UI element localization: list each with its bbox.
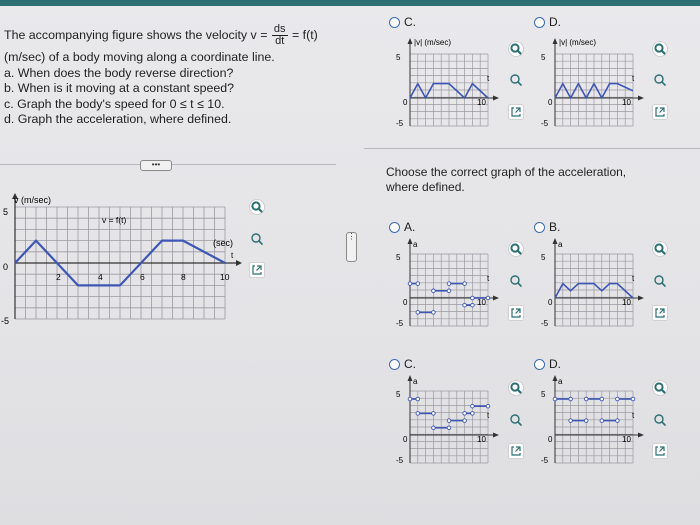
ytick-0: 0 xyxy=(403,435,408,444)
open-external-icon[interactable] xyxy=(652,305,668,321)
zoom-in-icon-glyph xyxy=(652,241,668,257)
zoom-out-icon-glyph xyxy=(508,72,524,88)
xtick-10: 10 xyxy=(477,298,486,307)
zoom-in-icon[interactable] xyxy=(652,380,668,396)
question-text xyxy=(4,24,334,128)
option-letter: D. xyxy=(549,15,561,29)
open-external-icon-glyph xyxy=(652,305,668,321)
ytick-5: 5 xyxy=(396,253,401,262)
question-intro: The accompanying figure shows the velocity v = xyxy=(4,27,268,42)
question-function: = f(t) xyxy=(291,27,318,42)
right-divider xyxy=(364,148,700,149)
accel-option-b[interactable] xyxy=(534,220,560,234)
zoom-in-icon[interactable] xyxy=(508,380,524,396)
question-line-1 xyxy=(4,24,334,47)
ytick-5: 5 xyxy=(396,390,401,399)
accel-option-c[interactable] xyxy=(389,357,416,371)
ytick-0: 0 xyxy=(3,262,9,272)
speed-graph-d xyxy=(541,36,646,128)
ytick-neg5: -5 xyxy=(396,319,404,328)
xtick-2: 2 xyxy=(56,272,61,282)
t-label: t xyxy=(632,411,635,420)
zoom-in-icon[interactable] xyxy=(508,41,524,57)
question-line-2: (m/sec) of a body moving along a coordinate line. xyxy=(4,50,275,64)
t-label: t xyxy=(231,251,234,260)
fraction-numerator: ds xyxy=(273,23,286,35)
ytick-5: 5 xyxy=(396,53,401,62)
zoom-out-icon[interactable] xyxy=(249,231,265,247)
open-endpoint xyxy=(471,412,475,416)
radio-button[interactable] xyxy=(389,359,400,370)
open-external-icon-glyph xyxy=(508,305,524,321)
open-endpoint xyxy=(600,397,604,401)
radio-button[interactable] xyxy=(534,222,545,233)
zoom-out-icon[interactable] xyxy=(652,72,668,88)
xtick-6: 6 xyxy=(140,272,145,282)
question-item-a: a. When does the body reverse direction? xyxy=(4,65,234,80)
zoom-out-icon-glyph xyxy=(652,72,668,88)
option-letter: A. xyxy=(404,220,416,234)
accel-axis-label: a xyxy=(558,240,563,249)
open-external-icon[interactable] xyxy=(508,305,524,321)
curve-label: v = f(t) xyxy=(102,215,127,225)
derivative-fraction xyxy=(272,24,288,47)
zoom-in-icon[interactable] xyxy=(652,241,668,257)
open-endpoint xyxy=(471,296,475,300)
open-endpoint xyxy=(408,397,412,401)
open-external-icon[interactable] xyxy=(652,443,668,459)
open-endpoint xyxy=(471,404,475,408)
zoom-in-icon-glyph xyxy=(652,380,668,396)
accel-option-d[interactable] xyxy=(534,357,561,371)
zoom-out-icon[interactable] xyxy=(508,72,524,88)
open-endpoint xyxy=(569,419,573,423)
zoom-in-icon[interactable] xyxy=(249,199,265,215)
t-label: t xyxy=(487,274,490,283)
open-endpoint xyxy=(631,397,635,401)
speed-axis-label: |v| (m/sec) xyxy=(559,38,597,47)
t-label: t xyxy=(487,74,490,83)
fraction-denominator: dt xyxy=(275,35,285,47)
zoom-in-icon-glyph xyxy=(508,41,524,57)
x-axis-arrow xyxy=(493,96,499,101)
speed-option-c[interactable] xyxy=(389,15,416,29)
acceleration-prompt: Choose the correct graph of the acceleration, where defined. xyxy=(386,165,627,194)
zoom-in-icon[interactable] xyxy=(508,241,524,257)
xtick-10: 10 xyxy=(477,435,486,444)
zoom-out-icon[interactable] xyxy=(652,273,668,289)
y-axis-arrow xyxy=(553,238,558,244)
open-endpoint xyxy=(463,412,467,416)
y-axis-arrow xyxy=(408,238,413,244)
top-accent-bar xyxy=(0,0,700,6)
open-endpoint xyxy=(416,397,420,401)
open-endpoint xyxy=(463,419,467,423)
ytick-5: 5 xyxy=(541,53,546,62)
open-external-icon-glyph xyxy=(652,104,668,120)
open-external-icon-glyph xyxy=(508,443,524,459)
open-external-icon-glyph xyxy=(652,443,668,459)
open-endpoint xyxy=(471,303,475,307)
zoom-in-icon-glyph xyxy=(652,41,668,57)
option-letter: D. xyxy=(549,357,561,371)
open-endpoint xyxy=(584,419,588,423)
y-axis-arrow xyxy=(408,38,413,44)
radio-button[interactable] xyxy=(534,17,545,28)
velocity-graph xyxy=(0,190,250,330)
speed-graph-c xyxy=(396,36,501,128)
ytick-neg5: -5 xyxy=(541,456,549,465)
t-label: t xyxy=(632,274,635,283)
x-axis-arrow xyxy=(493,433,499,438)
option-letter: C. xyxy=(404,15,416,29)
zoom-out-icon-glyph xyxy=(508,412,524,428)
accel-axis-label: a xyxy=(558,377,563,386)
zoom-out-icon-glyph xyxy=(249,231,265,247)
x-axis-arrow xyxy=(236,260,242,266)
open-endpoint xyxy=(584,397,588,401)
zoom-out-icon[interactable] xyxy=(508,273,524,289)
y-axis-arrow xyxy=(408,375,413,381)
open-endpoint xyxy=(408,282,412,286)
ytick-neg5: -5 xyxy=(396,119,404,128)
ytick-neg5: -5 xyxy=(541,319,549,328)
open-endpoint xyxy=(569,397,573,401)
velocity-axis-label: v (m/sec) xyxy=(14,195,51,205)
accel-graph-d xyxy=(541,373,646,465)
option-letter: C. xyxy=(404,357,416,371)
zoom-in-icon-glyph xyxy=(508,380,524,396)
ytick-0: 0 xyxy=(403,98,408,107)
open-endpoint xyxy=(463,282,467,286)
radio-button[interactable] xyxy=(389,222,400,233)
open-endpoint xyxy=(616,419,620,423)
question-item-c: c. Graph the body's speed for 0 ≤ t ≤ 10. xyxy=(4,96,225,111)
x-axis-arrow xyxy=(638,433,644,438)
xtick-10: 10 xyxy=(477,98,486,107)
open-external-icon[interactable] xyxy=(508,443,524,459)
ytick-neg5: -5 xyxy=(396,456,404,465)
t-label: t xyxy=(487,411,490,420)
ytick-5: 5 xyxy=(3,207,9,217)
ytick-neg5: -5 xyxy=(1,316,10,326)
xtick-10: 10 xyxy=(622,435,631,444)
open-endpoint xyxy=(416,311,420,315)
xtick-10: 10 xyxy=(622,298,631,307)
ytick-0: 0 xyxy=(548,298,553,307)
more-button[interactable]: ••• xyxy=(140,160,172,171)
open-endpoint xyxy=(447,426,451,430)
t-label: t xyxy=(632,74,635,83)
ytick-5: 5 xyxy=(541,253,546,262)
accel-graph-a xyxy=(396,236,501,328)
open-endpoint xyxy=(432,426,436,430)
open-external-icon[interactable] xyxy=(249,262,265,278)
xtick-10: 10 xyxy=(622,98,631,107)
accel-axis-label: a xyxy=(413,377,418,386)
zoom-out-icon-glyph xyxy=(652,412,668,428)
x-axis-arrow xyxy=(638,296,644,301)
zoom-out-icon[interactable] xyxy=(652,412,668,428)
open-endpoint xyxy=(416,282,420,286)
zoom-in-icon-glyph xyxy=(249,199,265,215)
accel-graph-b xyxy=(541,236,646,328)
xtick-10: 10 xyxy=(220,272,230,282)
accel-option-a[interactable] xyxy=(389,220,415,234)
radio-button[interactable] xyxy=(534,359,545,370)
collapse-handle[interactable]: ⋮ xyxy=(346,232,357,262)
open-external-icon-glyph xyxy=(508,104,524,120)
ytick-5: 5 xyxy=(541,390,546,399)
ytick-0: 0 xyxy=(403,298,408,307)
open-endpoint xyxy=(416,412,420,416)
open-endpoint xyxy=(616,397,620,401)
ytick-0: 0 xyxy=(548,435,553,444)
open-endpoint xyxy=(432,412,436,416)
radio-button[interactable] xyxy=(389,17,400,28)
open-external-icon[interactable] xyxy=(508,104,524,120)
ytick-0: 0 xyxy=(548,98,553,107)
zoom-in-icon[interactable] xyxy=(652,41,668,57)
x-axis-arrow xyxy=(493,296,499,301)
xtick-4: 4 xyxy=(98,272,103,282)
ytick-neg5: -5 xyxy=(541,119,549,128)
zoom-out-icon[interactable] xyxy=(508,412,524,428)
open-endpoint xyxy=(463,303,467,307)
open-endpoint xyxy=(447,282,451,286)
open-endpoint xyxy=(447,419,451,423)
open-external-icon[interactable] xyxy=(652,104,668,120)
open-endpoint xyxy=(432,289,436,293)
accel-axis-label: a xyxy=(413,240,418,249)
question-item-d: d. Graph the acceleration, where defined. xyxy=(4,112,232,127)
speed-axis-label: |v| (m/sec) xyxy=(414,38,452,47)
open-endpoint xyxy=(553,397,557,401)
speed-option-d[interactable] xyxy=(534,15,561,29)
open-endpoint xyxy=(432,311,436,315)
open-endpoint xyxy=(600,419,604,423)
zoom-out-icon-glyph xyxy=(652,273,668,289)
open-endpoint xyxy=(486,404,490,408)
zoom-out-icon-glyph xyxy=(508,273,524,289)
y-axis-arrow xyxy=(553,38,558,44)
y-axis-arrow xyxy=(553,375,558,381)
zoom-in-icon-glyph xyxy=(508,241,524,257)
question-item-b: b. When is it moving at a constant speed? xyxy=(4,81,235,96)
accel-graph-c xyxy=(396,373,501,465)
open-endpoint xyxy=(486,296,490,300)
option-letter: B. xyxy=(549,220,561,234)
time-axis-label: (sec) xyxy=(213,238,233,248)
open-endpoint xyxy=(447,289,451,293)
x-axis-arrow xyxy=(638,96,644,101)
xtick-8: 8 xyxy=(181,272,186,282)
open-external-icon-glyph xyxy=(249,262,265,278)
